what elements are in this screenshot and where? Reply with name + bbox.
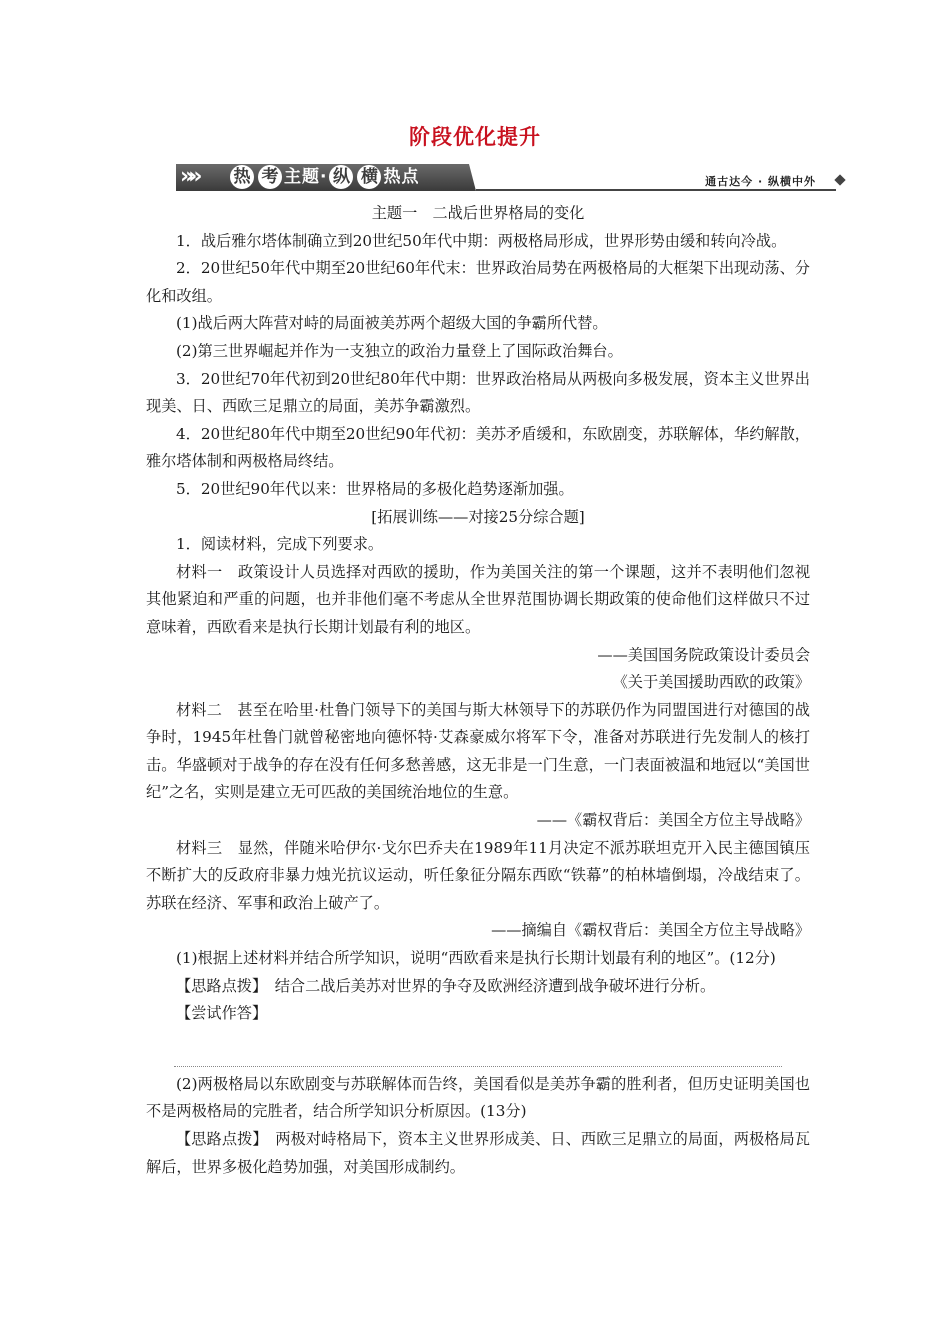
point-item: 2．20世纪50年代中期至20世纪60年代末：世界政治局势在两极格局的大框架下出现动荡、分化和改组。 bbox=[146, 259, 810, 305]
divider bbox=[174, 1066, 782, 1067]
banner-label-part: 热点 bbox=[383, 167, 420, 187]
sub-question-1: (1)根据上述材料并结合所学知识，说明“西欧看来是执行长期计划最有利的地区”。(12分) bbox=[176, 949, 776, 968]
material-3-source: ——摘编自《霸权背后：美国全方位主导战略》 bbox=[491, 921, 810, 940]
hint-2: 【思路点拨】 两极对峙格局下，资本主义世界形成美、日、西欧三足鼎立的局面，两极格局瓦解后，世界多极化趋势加强，对美国形成制约。 bbox=[146, 1130, 810, 1176]
banner-label-part: 横 bbox=[357, 165, 381, 189]
chevron-right-icon: »» bbox=[180, 164, 197, 189]
question-1: 1．阅读材料，完成下列要求。 bbox=[176, 535, 384, 554]
point-item: 5．20世纪90年代以来：世界格局的多极化趋势逐渐加强。 bbox=[176, 479, 574, 498]
material-3: 材料三 显然，伴随米哈伊尔·戈尔巴乔夫在1989年11月决定不派苏联坦克开入民主德国镇压不断扩大的反政府非暴力烛光抗议运动，听任象征分隔东西欧“铁幕”的柏林墙倒塌，冷战结束了。苏联在经济、军事和政治上破产了。 bbox=[146, 838, 810, 912]
main-content bbox=[146, 200, 810, 1181]
banner-label bbox=[228, 164, 419, 191]
banner-slogan: 通古达今 · 纵横中外 bbox=[705, 175, 816, 188]
banner-label-part: 纵 bbox=[329, 165, 353, 189]
material-1-source: ——美国国务院政策设计委员会 bbox=[597, 645, 810, 664]
banner-underline bbox=[476, 189, 836, 191]
answer-prompt-1: 【尝试作答】 bbox=[176, 1004, 268, 1023]
material-2-source: ——《霸权背后：美国全方位主导战略》 bbox=[536, 811, 810, 830]
point-item: (2)第三世界崛起并作为一支独立的政治力量登上了国际政治舞台。 bbox=[176, 341, 623, 360]
point-item: 1．战后雅尔塔体制确立到20世纪50年代中期：两极格局形成，世界形势由缓和转向冷战。 bbox=[176, 231, 787, 250]
banner-label-part: 主题· bbox=[284, 167, 328, 187]
sub-question-2: (2)两极格局以东欧剧变与苏联解体而告终，美国看似是美苏争霸的胜利者，但历史证明美国也不是两极格局的完胜者，结合所学知识分析原因。(13分) bbox=[146, 1074, 810, 1121]
material-1-source-title: 《关于美国援助西欧的政策》 bbox=[612, 673, 810, 692]
material-1: 材料一 政策设计人员选择对西欧的援助，作为美国关注的第一个课题，这并不表明他们忽视其他紧迫和严重的问题，也并非他们毫不考虑从全世界范围协调长期政策的使命他们这样做只不过意味着，西欧看来是执行长期计划最有利的地区。 bbox=[146, 562, 810, 636]
diamond-icon bbox=[834, 174, 845, 185]
point-item: (1)战后两大阵营对峙的局面被美苏两个超级大国的争霸所代替。 bbox=[176, 314, 608, 333]
material-2: 材料二 甚至在哈里·杜鲁门领导下的美国与斯大林领导下的苏联仍作为同盟国进行对德国的战争时，1945年杜鲁门就曾秘密地向德怀特·艾森豪威尔将军下令，准备对苏联进行先发制人的核打击。华盛顿对于战争的存在没有任何多愁善感，这无非是一门生意，一门表面被温和地冠以“美国世纪”之名，实则是建立无可匹敌的美国统治地位的生意。 bbox=[146, 700, 810, 802]
banner-label-part: 热 bbox=[230, 165, 254, 189]
section-banner bbox=[176, 161, 846, 194]
answer-space bbox=[146, 1028, 810, 1052]
hint-1: 【思路点拨】 结合二战后美苏对世界的争夺及欧洲经济遭到战争破坏进行分析。 bbox=[176, 976, 716, 995]
point-item: 4．20世纪80年代中期至20世纪90年代初：美苏矛盾缓和，东欧剧变，苏联解体，华约解散，雅尔塔体制和两极格局终结。 bbox=[146, 424, 810, 471]
point-item: 3．20世纪70年代初到20世纪80年代中期：世界政治格局从两极向多极发展，资本主义世界出现美、日、西欧三足鼎立的局面，美苏争霸激烈。 bbox=[146, 369, 810, 416]
banner-label-part: 考 bbox=[258, 165, 282, 189]
page-title: 阶段优化提升 bbox=[409, 125, 541, 149]
training-heading: [拓展训练——对接25分综合题] bbox=[371, 507, 585, 526]
section-heading: 主题一 二战后世界格局的变化 bbox=[371, 204, 585, 222]
